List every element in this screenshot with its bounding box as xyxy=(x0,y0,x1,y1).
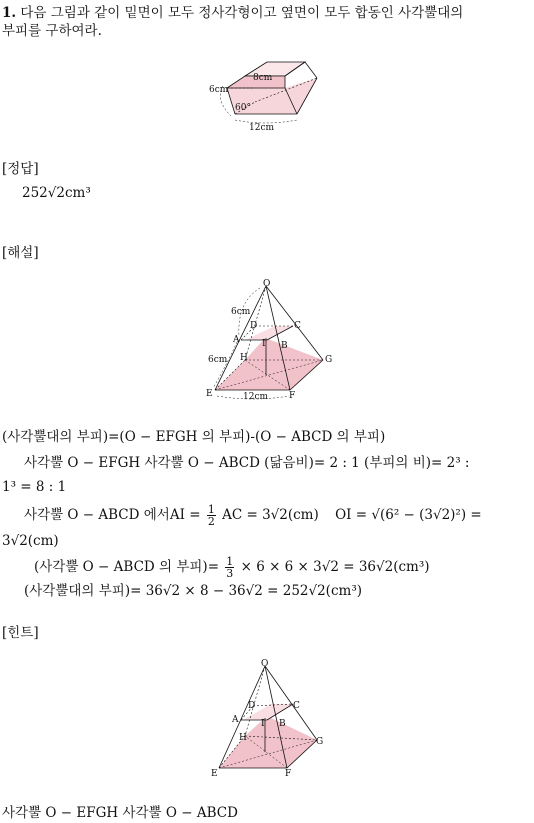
problem-number: 1. xyxy=(2,5,17,21)
answer-value: 252√2cm³ xyxy=(22,185,91,201)
hint-heading: [힌트] xyxy=(2,625,39,641)
solution-line-2: 사각뿔 O − EFGH 사각뿔 O − ABCD (닮음비)= 2 : 1 (부피의 비)= 2³ : xyxy=(24,455,470,471)
fraction-one-half xyxy=(207,504,216,527)
label-A: A xyxy=(233,335,240,345)
solution-line-6-end: × 6 × 6 × 3√2 = 36√2(cm³) xyxy=(236,559,430,575)
fraction-one-third xyxy=(225,556,234,579)
frustum-top-length: 8cm xyxy=(253,73,273,83)
frustum-bottom-length: 12cm xyxy=(249,123,275,132)
pyramid-hint-figure xyxy=(205,656,335,782)
hint-label-D: D xyxy=(248,701,256,711)
label-top-length: 6cm xyxy=(231,307,251,317)
solution-heading: [해설] xyxy=(2,245,39,261)
solution-line-1: (사각뿔대의 부피)=(O − EFGH 의 부피)-(O − ABCD 의 부피) xyxy=(2,429,386,445)
solution-line-3: 1³ = 8 : 1 xyxy=(2,479,67,495)
problem-text-1: 다음 그림과 같이 밑면이 모두 정사각형이고 옆면이 모두 합동인 사각뿔대의 xyxy=(20,5,464,21)
frustum-side-length: 6cm xyxy=(209,85,229,95)
solution-line-6-start: (사각뿔 O − ABCD 의 부피)= xyxy=(34,559,224,575)
label-F: F xyxy=(289,391,296,401)
solution-line-7: (사각뿔대의 부피)= 36√2 × 8 − 36√2 = 252√2(cm³) xyxy=(24,583,362,599)
frustum-figure xyxy=(205,52,325,132)
label-G: G xyxy=(325,355,333,365)
label-O: O xyxy=(263,279,271,289)
hint-label-G: G xyxy=(316,737,324,747)
problem-line-2: 부피를 구하여라. xyxy=(2,23,102,39)
label-H: H xyxy=(240,353,248,363)
problem-line-1 xyxy=(2,4,463,22)
hint-label-I: I xyxy=(261,719,265,729)
hint-label-H: H xyxy=(239,733,247,743)
hint-label-B: B xyxy=(279,719,286,729)
frustum-angle: 60° xyxy=(235,103,251,113)
label-E: E xyxy=(206,389,213,399)
solution-line-5: 3√2(cm) xyxy=(2,533,59,549)
fraction-half-den: 2 xyxy=(207,515,215,528)
hint-caption: 사각뿔 O − EFGH 사각뿔 O − ABCD xyxy=(2,805,238,821)
label-C: C xyxy=(294,321,301,331)
solution-line-4 xyxy=(24,504,482,527)
solution-line-4-mid: AC = 3√2(cm) xyxy=(217,507,319,523)
solution-line-4-start: 사각뿔 O − ABCD 에서AI = xyxy=(24,507,205,523)
fraction-half-num: 1 xyxy=(207,503,215,516)
fraction-third-den: 3 xyxy=(226,567,234,580)
solution-line-4-end: OI = √(6² − (3√2)²) = xyxy=(335,507,482,523)
hint-label-C: C xyxy=(293,701,300,711)
label-B: B xyxy=(281,341,288,351)
label-side-length: 6cm xyxy=(208,355,228,365)
hint-label-E: E xyxy=(211,769,218,779)
hint-label-A: A xyxy=(232,715,239,725)
pyramid-solution-figure xyxy=(205,278,335,403)
label-I: I xyxy=(262,339,266,349)
hint-label-F: F xyxy=(285,769,292,779)
answer-heading: [정답] xyxy=(2,161,39,177)
solution-line-6 xyxy=(34,556,430,579)
label-bottom-length: 12cm xyxy=(243,392,269,402)
label-D: D xyxy=(250,321,258,331)
hint-label-O: O xyxy=(261,659,269,669)
fraction-third-num: 1 xyxy=(226,555,234,568)
